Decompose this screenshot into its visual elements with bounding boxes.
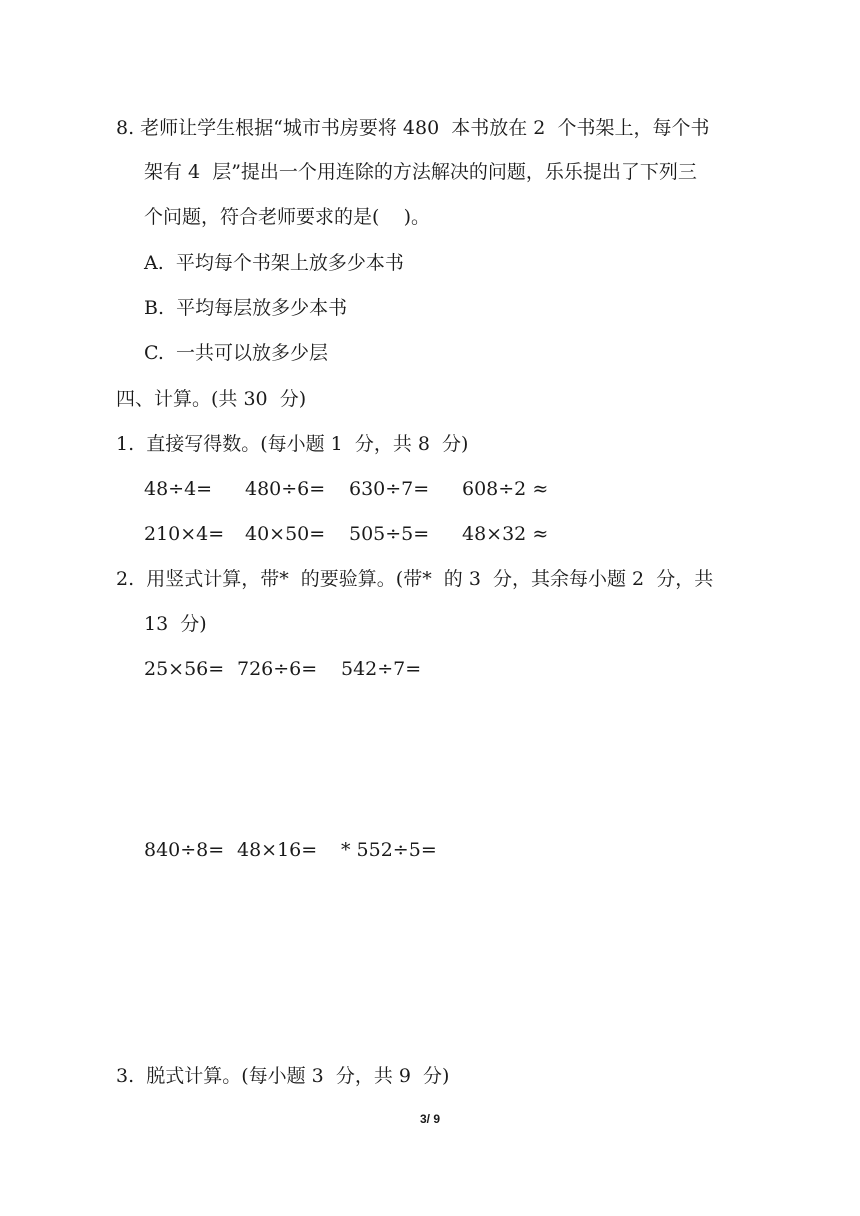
problem-1-row-2 — [0, 522, 860, 546]
problem-1-item: 608÷2 ≈ — [462, 478, 549, 500]
problem-1-item: 505÷5= — [349, 523, 430, 545]
problem-3-title: 3. 脱式计算。(每小题 3 分，共 9 分) — [116, 1065, 450, 1087]
page-number: 3/ 9 — [419, 1112, 440, 1126]
problem-2-item: 840÷8= — [144, 839, 225, 861]
problem-1-item: 480÷6= — [245, 478, 326, 500]
q8-option-a: A. 平均每个书架上放多少本书 — [144, 252, 404, 274]
q8-line-2: 架有 4 层”提出一个用连除的方法解决的问题，乐乐提出了下列三 — [144, 161, 697, 183]
q8-option-c: C. 一共可以放多少层 — [144, 342, 328, 364]
q8-line-1: 8. 老师让学生根据“城市书房要将 480 本书放在 2 个书架上，每个书 — [116, 117, 710, 139]
problem-1-item: 48×32 ≈ — [462, 523, 549, 545]
problem-2-title-line-2: 13 分) — [144, 613, 207, 635]
problem-2-row-2 — [0, 838, 860, 862]
problem-2-title-line-1: 2. 用竖式计算，带* 的要验算。(带* 的 3 分，其余每小题 2 分，共 — [116, 568, 714, 590]
problem-2-item: 542÷7= — [341, 658, 422, 680]
problem-2-item: * 552÷5= — [341, 839, 437, 861]
problem-2-item: 48×16= — [237, 839, 318, 861]
problem-1-title: 1. 直接写得数。(每小题 1 分，共 8 分) — [116, 433, 469, 455]
problem-2-item: 25×56= — [144, 658, 225, 680]
problem-1-item: 630÷7= — [349, 478, 430, 500]
q8-line-3: 个问题，符合老师要求的是( )。 — [144, 206, 430, 228]
problem-1-row-1 — [0, 477, 860, 501]
problem-2-item: 726÷6= — [237, 658, 318, 680]
problem-2-row-1 — [0, 657, 860, 681]
problem-1-item: 40×50= — [245, 523, 326, 545]
problem-1-item: 210×4= — [144, 523, 225, 545]
section-4-heading: 四、计算。(共 30 分) — [116, 388, 307, 410]
problem-1-item: 48÷4= — [144, 478, 213, 500]
q8-option-b: B. 平均每层放多少本书 — [144, 297, 348, 319]
